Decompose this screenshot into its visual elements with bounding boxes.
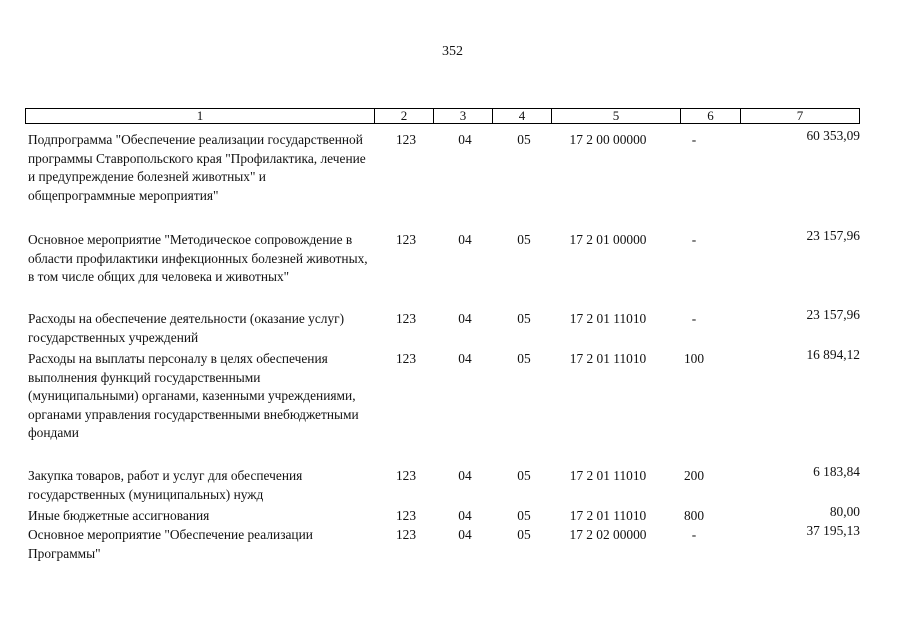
table-header — [25, 108, 860, 124]
row-csr: 17 2 00 00000 — [569, 132, 647, 147]
row-vr: - — [691, 527, 697, 542]
row-sum: 80,00 — [829, 504, 860, 519]
header-col-6: 6 — [680, 109, 740, 123]
header-col-7: 7 — [740, 109, 859, 123]
page-number: 352 — [442, 44, 463, 59]
row-sum: 23 157,96 — [806, 228, 860, 243]
row-rz: 04 — [458, 527, 472, 542]
row-sum: 16 894,12 — [806, 347, 860, 362]
row-sum: 23 157,96 — [806, 307, 860, 322]
row-name: Расходы на обеспечение деятельности (оказание услуг) государственных учреждений — [28, 311, 345, 345]
header-col-1: 1 — [196, 108, 204, 123]
row-sum: 6 183,84 — [813, 464, 860, 479]
row-rz: 04 — [458, 132, 472, 147]
row-vd: 123 — [395, 468, 417, 483]
row-name: Расходы на выплаты персоналу в целях обеспечения выполнения функций государственными (муниципальными) органами, казенными учреждениями, органами управления государственными внебюджетными фондами — [28, 351, 359, 440]
row-rz: 04 — [458, 468, 472, 483]
row-csr: 17 2 02 00000 — [569, 527, 647, 542]
row-vr: - — [691, 232, 697, 247]
row-name: Подпрограмма "Обеспечение реализации государственной программы Ставропольского края "Профилактика, лечение и предупреждение болезней животных" и общепрограммные мероприятия" — [28, 132, 366, 203]
row-vd: 123 — [395, 351, 417, 366]
row-rz: 04 — [458, 311, 472, 326]
row-csr: 17 2 01 11010 — [569, 311, 647, 326]
row-pr: 05 — [517, 508, 531, 523]
row-pr: 05 — [517, 232, 531, 247]
row-name: Основное мероприятие "Методическое сопровождение в области профилактики инфекционных болезней животных, в том числе общих для человека и животных" — [28, 232, 368, 284]
row-pr: 05 — [517, 351, 531, 366]
row-csr: 17 2 01 11010 — [569, 351, 647, 366]
row-name: Закупка товаров, работ и услуг для обеспечения государственных (муниципальных) нужд — [28, 468, 303, 502]
row-name: Основное мероприятие "Обеспечение реализации Программы" — [28, 527, 313, 561]
row-csr: 17 2 01 00000 — [569, 232, 647, 247]
header-col-5: 5 — [551, 109, 680, 123]
row-vr: - — [691, 132, 697, 147]
row-vd: 123 — [395, 527, 417, 542]
row-vd: 123 — [395, 311, 417, 326]
row-rz: 04 — [458, 351, 472, 366]
row-vr: 100 — [683, 351, 705, 366]
row-vr: - — [691, 311, 697, 326]
row-csr: 17 2 01 11010 — [569, 468, 647, 483]
row-vd: 123 — [395, 508, 417, 523]
row-sum: 37 195,13 — [806, 523, 860, 538]
header-col-2: 2 — [374, 109, 433, 123]
row-pr: 05 — [517, 468, 531, 483]
header-col-3: 3 — [433, 109, 492, 123]
row-vd: 123 — [395, 232, 417, 247]
row-name: Иные бюджетные ассигнования — [28, 508, 210, 523]
row-rz: 04 — [458, 508, 472, 523]
row-pr: 05 — [517, 132, 531, 147]
row-sum: 60 353,09 — [806, 128, 860, 143]
row-vd: 123 — [395, 132, 417, 147]
row-csr: 17 2 01 11010 — [569, 508, 647, 523]
row-pr: 05 — [517, 311, 531, 326]
header-col-4: 4 — [492, 109, 551, 123]
row-pr: 05 — [517, 527, 531, 542]
row-vr: 800 — [683, 508, 705, 523]
row-vr: 200 — [683, 468, 705, 483]
row-rz: 04 — [458, 232, 472, 247]
